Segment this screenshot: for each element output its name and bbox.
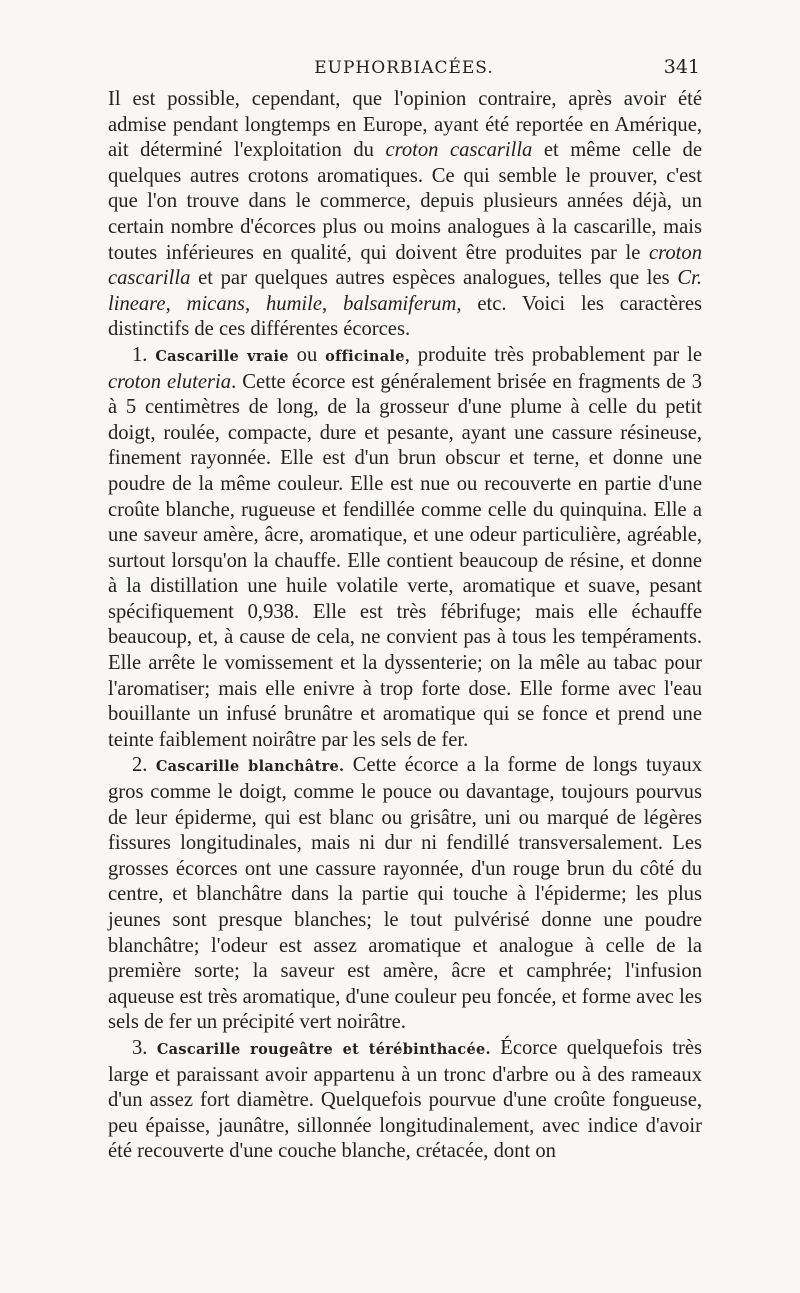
item-number: 1.: [132, 343, 148, 366]
chapter-title: EUPHORBIACÉES.: [314, 58, 494, 78]
item-title: Cascarille blanchâtre.: [155, 758, 345, 776]
text-run: Cette écorce a la forme de longs tuyaux gros comme le doigt, comme le pouce ou davantage, toujours pourvus de leur épiderme, qui est blanc ou grisâtre, uni ou marqué de légères fissures longitudinales, mais ni dur ni fendillé transversalement. Les grosses écorces ont une cassure rayonnée, d'un rouge brun du côté du centre, et blanchâtre dans la partie qui touche à l'épiderme; les plus jeunes sont presque blanches; le tout pulvérisé donne une poudre blanchâtre; l'odeur est assez aromatique et analogue à celle de la première sorte; la saveur est amère, âcre et camphrée; l'infusion aqueuse est très aromatique, d'une couleur peu foncée, et forme avec les sels de fer un précipité vert noirâtre.: [108, 754, 702, 1034]
item-title: Cascarille rougeâtre et térébinthacée.: [156, 1040, 491, 1058]
running-header: [108, 58, 700, 86]
item-paragraph-2: [108, 753, 702, 1036]
intro-paragraph: [108, 87, 702, 343]
text-run: , produite très probablement par le: [404, 343, 703, 366]
text-run: ,: [244, 292, 266, 315]
text-run: Il est possible, cependant, que l'opinion contraire, après avoir été admise pendant longtemps en Europe, ayant été reportée en Amérique, ait déterminé l'exploitation du: [108, 88, 702, 162]
item-paragraph-1: [108, 343, 702, 754]
text-run: Écorce quelquefois très large et paraissant avoir appartenu à un tronc d'arbre ou à des rameaux d'un assez fort diamètre. Quelquefois pourvue d'une croûte fongueuse, peu épaisse, jaunâtre, sillonnée longitudinalement, avec indice d'avoir été recouverte d'une couche blanche, crétacée, dont on: [108, 1036, 702, 1163]
text-run: et même celle de quelques autres crotons aromatiques. Ce qui semble le prouver, c'est que l'on trouve dans le commerce, depuis plusieurs années déjà, un certain nombre d'écorces plus ou moins analogues à la cascarille, mais toutes inférieures en qualité, qui doivent être produites par le: [108, 139, 702, 264]
page-number: 341: [663, 56, 700, 78]
item-paragraph-3: [108, 1036, 702, 1165]
item-title: Cascarille vraie: [155, 347, 289, 365]
item-number: 2.: [132, 754, 148, 777]
species-name: croton cascarilla: [108, 241, 702, 290]
text-run: ou: [288, 343, 326, 366]
text-run: et par quelques autres espèces analogues, telles que les: [190, 267, 678, 290]
species-name: croton cascarilla: [385, 139, 533, 162]
species-name: balsamiferum: [343, 292, 457, 315]
species-name: humile: [265, 292, 323, 315]
text-run: . Cette écorce est généralement brisée en fragments de 3 à 5 centimètres de long, de la grosseur d'une plume à celle du petit doigt, roulée, compacte, dure et pesante, ayant une cassure résineuse, finement rayonnée. Elle est d'un brun obscur et terne, et donne une poudre de la même couleur. Elle est nue ou recouverte en partie d'une croûte blanche, rugueuse et fendillée comme celle du quinquina. Elle a une saveur amère, âcre, aromatique, et une odeur particulière, agréable, surtout lorsqu'on la chauffe. Elle contient beaucoup de résine, et donne à la distillation une huile volatile verte, aromatique et suave, pesant spécifiquement 0,938. Elle est très fébrifuge; mais elle échauffe beaucoup, et, à cause de cela, ne convient pas à tous les tempéraments. Elle arrête le vomissement et la dyssenterie; on la mêle au tabac pour l'aromatiser; mais elle enivre à trop forte dose. Elle forme avec l'eau bouillante un infusé brunâtre et aromatique qui se fonce et prend une teinte faiblement noirâtre par les sels de fer.: [108, 370, 702, 751]
text-run: ,: [322, 292, 344, 315]
species-name: croton eluteria: [108, 370, 232, 393]
body-text: [108, 87, 702, 1165]
item-title: officinale: [325, 347, 405, 365]
item-number: 3.: [132, 1036, 148, 1059]
text-run: , etc. Voici les caractères distinctifs de ces différentes écorces.: [108, 292, 703, 341]
species-name: Cr. lineare, micans: [108, 267, 702, 315]
